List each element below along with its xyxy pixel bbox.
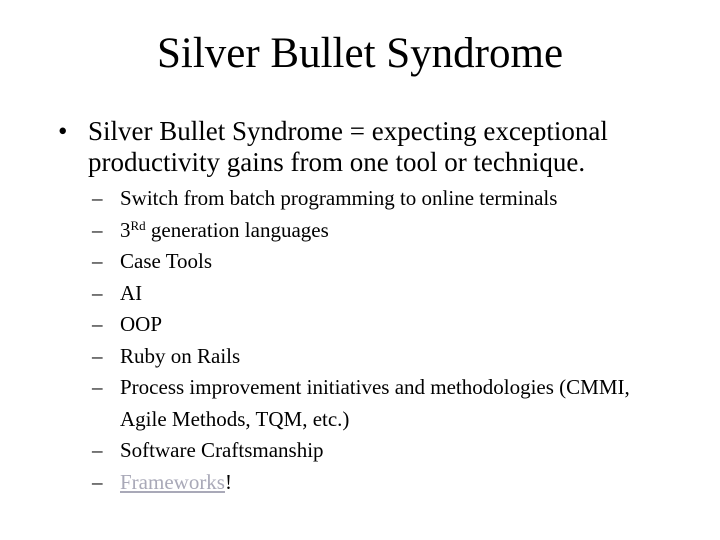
dash-marker: –	[92, 469, 103, 494]
dash-marker: –	[92, 280, 103, 305]
slide-title: Silver Bullet Syndrome	[156, 30, 564, 77]
ordinal-superscript: Rd	[130, 217, 146, 233]
dash-marker: –	[92, 343, 103, 368]
sub-item-text	[120, 215, 672, 247]
list-item	[92, 215, 672, 247]
ordinal-number: 3	[120, 217, 131, 242]
dash-marker: –	[92, 186, 103, 210]
list-item	[92, 372, 672, 435]
sub-item-text: Ruby on Rails	[120, 343, 241, 368]
sub-item-text	[120, 467, 672, 499]
sub-bullet-list	[92, 183, 672, 498]
list-item	[92, 309, 672, 341]
sub-item-text: Switch from batch programming to online terminals	[120, 186, 558, 210]
list-item	[92, 341, 672, 373]
sub-item-text: Case Tools	[120, 249, 213, 273]
list-item	[92, 183, 672, 215]
sub-item-text: AI	[120, 280, 143, 305]
sub-item-text: OOP	[120, 312, 163, 336]
bullet-marker: •	[58, 116, 68, 146]
dash-marker: –	[92, 217, 103, 242]
list-item	[92, 435, 672, 467]
list-item	[92, 278, 672, 310]
dash-marker: –	[92, 249, 103, 273]
sub-item-text: Process improvement initiatives and methodologies (CMMI, Agile Methods, TQM, etc.)	[120, 375, 630, 431]
frameworks-link[interactable]: Frameworks	[120, 469, 225, 494]
list-item	[92, 246, 672, 278]
main-bullet	[58, 116, 678, 178]
dash-marker: –	[92, 312, 103, 336]
sub-item-text: Software Craftsmanship	[120, 438, 324, 462]
list-item	[92, 467, 672, 499]
main-bullet-text: Silver Bullet Syndrome = expecting exceptional productivity gains from one tool or technique.	[88, 116, 608, 177]
dash-marker: –	[92, 438, 103, 462]
dash-marker: –	[92, 375, 103, 399]
sub-item-suffix: generation languages	[145, 217, 329, 242]
exclamation-suffix: !	[224, 469, 232, 494]
